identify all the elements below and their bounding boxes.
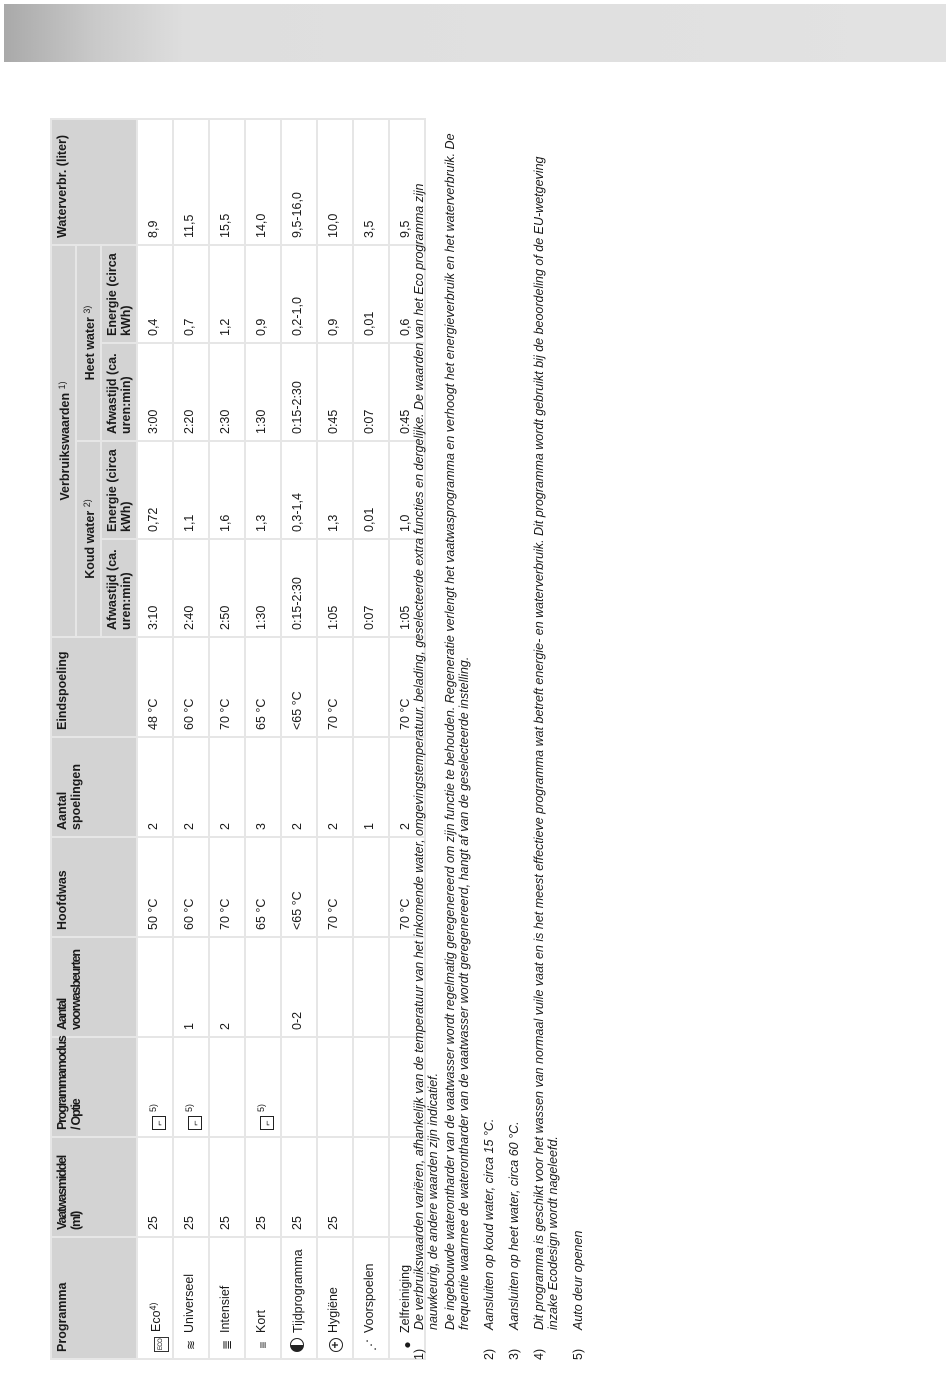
header-vaatwasmiddel: Vaatwasmiddel (ml) — [51, 1137, 137, 1237]
header-heet-afwastijd: Afwastijd (ca. uren:min) — [101, 343, 137, 441]
header-koud-afwastijd: Afwastijd (ca. uren:min) — [101, 539, 137, 637]
cell-optie — [317, 1037, 353, 1137]
cell-waterverbr: 9,5-16,0 — [281, 119, 317, 245]
table-head — [51, 119, 137, 1359]
header-hoofdwas: Hoofdwas — [51, 837, 137, 937]
auto-door-open-icon: ⌐ — [260, 1116, 274, 1130]
cell-hoofdwas: <65 °C — [281, 837, 317, 937]
footnote-number: 4) — [532, 1348, 546, 1360]
cell-voorwasbeurten: 0-2 — [281, 937, 317, 1037]
cell-waterverbr: 8,9 — [137, 119, 173, 245]
header-heet-water-label: Heet water — [83, 317, 97, 381]
cell-heet-energie: 1,2 — [209, 245, 245, 343]
prerinse-icon: ⋰ — [364, 1339, 378, 1351]
program-name: Zelfreiniging — [398, 1264, 412, 1333]
cell-programma — [317, 1237, 353, 1359]
universal-icon: ≋ — [184, 1339, 198, 1351]
footnote-number: 2) — [482, 1348, 496, 1360]
header-spoelingen: Aantal spoelingen — [51, 737, 137, 837]
cell-heet-afwastijd: 0:45 — [389, 343, 425, 441]
table-row — [137, 119, 173, 1359]
consumption-table — [50, 118, 426, 1360]
header-programma: Programma — [51, 1237, 137, 1359]
cell-optie — [209, 1037, 245, 1137]
cell-programma — [353, 1237, 389, 1359]
cell-heet-afwastijd: 0:45 — [317, 343, 353, 441]
cell-koud-afwastijd: 1:30 — [245, 539, 281, 637]
cell-koud-afwastijd: 2:40 — [173, 539, 209, 637]
header-koud-water-label: Koud water — [83, 510, 97, 579]
cell-voorwasbeurten — [245, 937, 281, 1037]
quick-icon: ≡ — [256, 1341, 270, 1349]
cell-koud-afwastijd: 0:07 — [353, 539, 389, 637]
timer-icon — [290, 1338, 304, 1352]
cell-eindspoeling — [353, 637, 389, 737]
cell-koud-afwastijd: 1:05 — [317, 539, 353, 637]
auto-door-open-icon: ⌐ — [188, 1116, 202, 1130]
cell-vaatwasmiddel: 25 — [137, 1137, 173, 1237]
program-name: Intensief — [218, 1285, 232, 1333]
self-clean-icon: ● — [400, 1341, 414, 1349]
footnote-text: Auto deur openen — [571, 1230, 585, 1330]
cell-hoofdwas: 50 °C — [137, 837, 173, 937]
program-name: Hygiëne — [326, 1287, 340, 1333]
cell-heet-afwastijd: 3:00 — [137, 343, 173, 441]
footnote-number: 5) — [571, 1348, 585, 1360]
cell-koud-energie: 1,0 — [389, 441, 425, 539]
rotated-content — [50, 120, 590, 1360]
cell-spoelingen: 2 — [389, 737, 425, 837]
cell-optie — [173, 1037, 209, 1137]
footnote-text: Aansluiten op heet water, circa 60 °C. — [507, 1121, 521, 1330]
cell-vaatwasmiddel: 25 — [173, 1137, 209, 1237]
cell-spoelingen: 2 — [209, 737, 245, 837]
cell-hoofdwas: 70 °C — [389, 837, 425, 937]
header-koud-energie: Energie (circa kWh) — [101, 441, 137, 539]
cell-eindspoeling: 70 °C — [317, 637, 353, 737]
cell-programma — [281, 1237, 317, 1359]
cell-koud-energie: 1,3 — [317, 441, 353, 539]
cell-optie — [353, 1037, 389, 1137]
footnote-number: 3) — [507, 1348, 521, 1360]
table-row — [209, 119, 245, 1359]
cell-vaatwasmiddel: 25 — [281, 1137, 317, 1237]
cell-hoofdwas: 65 °C — [245, 837, 281, 937]
header-eindspoeling: Eindspoeling — [51, 637, 137, 737]
cell-heet-energie: 0,01 — [353, 245, 389, 343]
header-waterverbr: Waterverbr. (liter) — [51, 119, 137, 245]
footnote — [482, 120, 496, 1360]
cell-programma — [209, 1237, 245, 1359]
cell-spoelingen: 3 — [245, 737, 281, 837]
cell-eindspoeling: <65 °C — [281, 637, 317, 737]
cell-voorwasbeurten: 2 — [209, 937, 245, 1037]
cell-optie — [137, 1037, 173, 1137]
cell-koud-afwastijd: 1:05 — [389, 539, 425, 637]
cell-heet-energie: 0,9 — [245, 245, 281, 343]
cell-programma — [245, 1237, 281, 1359]
cell-heet-energie: 0,9 — [317, 245, 353, 343]
header-koud-water-ref: 2) — [82, 499, 92, 508]
cell-optie — [245, 1037, 281, 1137]
footnote — [532, 120, 560, 1360]
cell-spoelingen: 2 — [281, 737, 317, 837]
hygiene-icon: + — [329, 1338, 343, 1352]
cell-koud-energie: 1,1 — [173, 441, 209, 539]
footnote-text: De verbruikswaarden variëren, afhankelijk van de temperatuur van het inkomende water, omgevingstemperatuur, belading, geselecteerde extra functies en dergelijke. De waarden van het Eco programma zijn nauwkeurig, de andere waarden zijn indicatief. — [412, 183, 440, 1330]
cell-waterverbr: 3,5 — [353, 119, 389, 245]
table-row — [245, 119, 281, 1359]
footnote-number: 1) — [412, 1348, 426, 1360]
header-heet-energie: Energie (circa kWh) — [101, 245, 137, 343]
footnote-text: Dit programma is geschikt voor het wassen van normaal vuile vaat en is het meest effectieve programma wat betreft energie- en waterverbruik. Dit programma wordt gebruikt bij de beoordeling of de EU-wetgeving inzake Ecodesign wordt nageleefd. — [532, 156, 560, 1330]
cell-voorwasbeurten: 1 — [173, 937, 209, 1037]
footnote — [412, 120, 471, 1360]
eco-icon: ECO — [154, 1337, 169, 1352]
cell-hoofdwas: 70 °C — [317, 837, 353, 937]
cell-eindspoeling: 60 °C — [173, 637, 209, 737]
cell-voorwasbeurten — [317, 937, 353, 1037]
cell-eindspoeling: 48 °C — [137, 637, 173, 737]
cell-koud-energie: 0,01 — [353, 441, 389, 539]
cell-hoofdwas: 70 °C — [209, 837, 245, 937]
cell-heet-afwastijd: 2:30 — [209, 343, 245, 441]
table-row — [353, 119, 389, 1359]
cell-heet-energie: 0,4 — [137, 245, 173, 343]
auto-door-open-icon: ⌐ — [152, 1116, 166, 1130]
program-name: Kort — [254, 1310, 268, 1333]
cell-heet-afwastijd: 0:07 — [353, 343, 389, 441]
cell-koud-energie: 0,72 — [137, 441, 173, 539]
header-verbruikswaarden — [51, 245, 76, 637]
intensive-icon: ≣ — [220, 1339, 234, 1351]
cell-eindspoeling: 65 °C — [245, 637, 281, 737]
cell-hoofdwas — [353, 837, 389, 937]
cell-vaatwasmiddel — [353, 1137, 389, 1237]
cell-heet-afwastijd: 2:20 — [173, 343, 209, 441]
footnote-text: Aansluiten op koud water, circa 15 °C. — [482, 1118, 496, 1330]
cell-programma — [173, 1237, 209, 1359]
cell-waterverbr: 10,0 — [317, 119, 353, 245]
table-row — [173, 119, 209, 1359]
cell-vaatwasmiddel: 25 — [245, 1137, 281, 1237]
cell-waterverbr: 9,5 — [389, 119, 425, 245]
program-name: Universeel — [182, 1273, 196, 1333]
cell-koud-afwastijd: 3:10 — [137, 539, 173, 637]
cell-waterverbr: 11,5 — [173, 119, 209, 245]
cell-koud-energie: 1,3 — [245, 441, 281, 539]
cell-optie — [281, 1037, 317, 1137]
option-ref: 5) — [148, 1103, 158, 1112]
cell-hoofdwas: 60 °C — [173, 837, 209, 937]
cell-eindspoeling: 70 °C — [209, 637, 245, 737]
cell-spoelingen: 2 — [137, 737, 173, 837]
cell-koud-energie: 1,6 — [209, 441, 245, 539]
footnote — [571, 120, 585, 1360]
cell-voorwasbeurten — [137, 937, 173, 1037]
header-koud-water — [76, 441, 101, 637]
cell-vaatwasmiddel: 25 — [209, 1137, 245, 1237]
cell-spoelingen: 1 — [353, 737, 389, 837]
cell-waterverbr: 14,0 — [245, 119, 281, 245]
option-ref: 5) — [184, 1103, 194, 1112]
option-ref: 5) — [256, 1103, 266, 1112]
footnote — [507, 120, 521, 1360]
cell-koud-energie: 0,3-1,4 — [281, 441, 317, 539]
cell-programma — [137, 1237, 173, 1359]
cell-heet-afwastijd: 1:30 — [245, 343, 281, 441]
header-heet-water — [76, 245, 101, 441]
header-programmodus: Programmamodus / Optie — [51, 1037, 137, 1137]
table-body — [137, 119, 425, 1359]
header-verbruik-label: Verbruikswaarden — [58, 392, 72, 501]
header-heet-water-ref: 3) — [82, 305, 92, 314]
cell-heet-energie: 0,2-1,0 — [281, 245, 317, 343]
cell-voorwasbeurten — [353, 937, 389, 1037]
cell-vaatwasmiddel: 25 — [317, 1137, 353, 1237]
table-row — [317, 119, 353, 1359]
cell-spoelingen: 2 — [317, 737, 353, 837]
program-name: Tijdprogramma — [291, 1249, 305, 1333]
page-header-band — [4, 4, 946, 62]
cell-koud-afwastijd: 2:50 — [209, 539, 245, 637]
program-name: Voorspoelen — [362, 1263, 376, 1333]
cell-heet-energie: 0,7 — [173, 245, 209, 343]
cell-waterverbr: 15,5 — [209, 119, 245, 245]
cell-eindspoeling: 70 °C — [389, 637, 425, 737]
cell-heet-energie: 0,6 — [389, 245, 425, 343]
table-row — [281, 119, 317, 1359]
cell-heet-afwastijd: 0:15-2:30 — [281, 343, 317, 441]
footnote-text: De ingebouwde waterontharder van de vaatwasser wordt regelmatig geregenereerd om zijn functie te behouden. Regeneratie verlengt het vaatwasprogramma en verhoogt het energieverbruik en het waterverbruik. De frequentie waarmee de waterontharder van de vaatwasser wordt geregenereerd, hangt af van de geselecteerde instelling. — [443, 133, 471, 1330]
cell-koud-afwastijd: 0:15-2:30 — [281, 539, 317, 637]
header-voorwasbeurten: Aantal voorwasbeurten — [51, 937, 137, 1037]
cell-spoelingen: 2 — [173, 737, 209, 837]
program-name: Eco — [149, 1310, 163, 1332]
program-ref: 4) — [148, 1302, 158, 1311]
footnotes — [412, 120, 596, 1360]
header-verbruik-ref: 1) — [57, 381, 67, 390]
